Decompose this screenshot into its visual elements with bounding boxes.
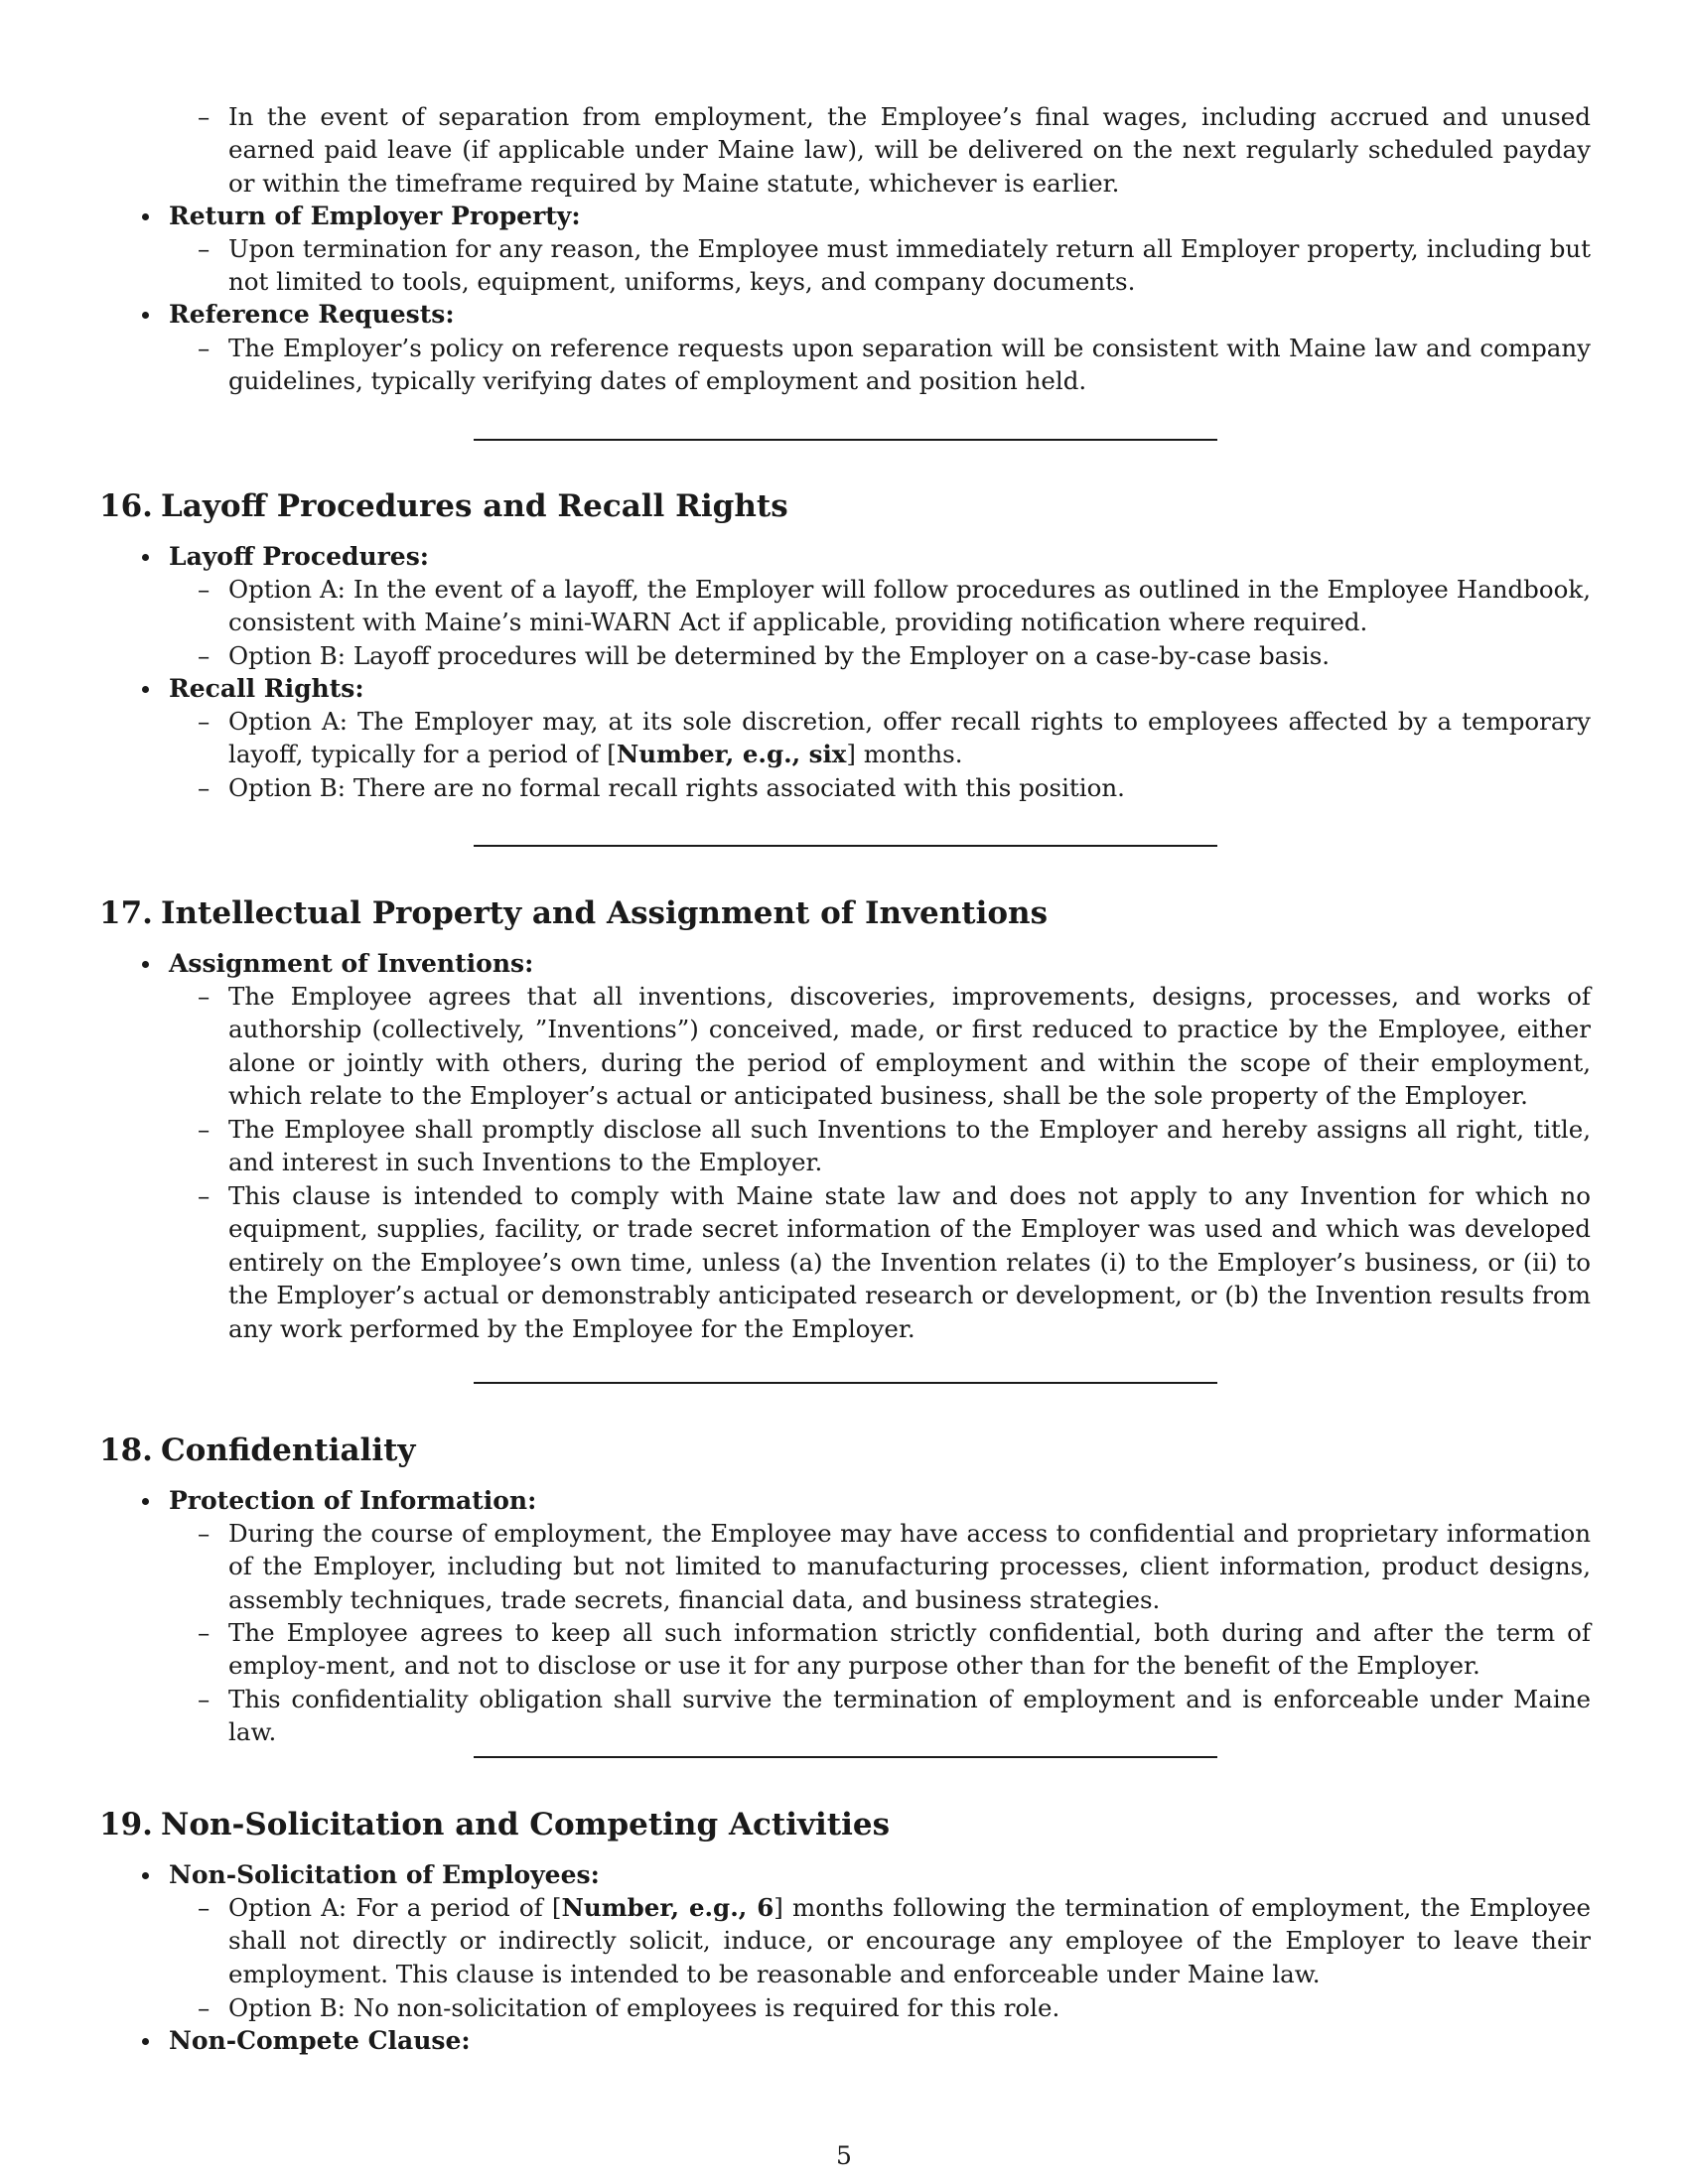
confidentiality-item-1: – During the course of employment, the Employee may have access to confidential and proprietary information of the Employer, including but not limited to manufacturing processes, client information, product designs, assembly techniques, trade secrets, financial data, and business strategies.	[228, 1517, 1591, 1616]
section-17-heading	[99, 895, 1048, 931]
section-18-heading	[99, 1433, 415, 1468]
section-19-heading	[99, 1807, 890, 1843]
section-title: Confidentiality	[161, 1433, 416, 1468]
non-solicitation-option-a: – Option A: For a period of [Number, e.g., 6] months following the termination of employment, the Employee shall not directly or indirectly solicit, induce, or encourage any employee of the Employer to leave their employment. This clause is intended to be reasonable and enforceable under Maine law.	[228, 1891, 1591, 1990]
section-number: 16.	[99, 488, 153, 524]
section-number: 19.	[99, 1807, 153, 1843]
reference-requests-item: – The Employer’s policy on reference requests upon separation will be consistent with Maine law and company guidelines, typically verifying dates of employment and position held.	[228, 332, 1591, 398]
return-property-item: – Upon termination for any reason, the Employee must immediately return all Employer property, including but not limited to tools, equipment, uniforms, keys, and company documents.	[228, 232, 1591, 299]
placeholder-months: Number, e.g., 6	[561, 1893, 774, 1922]
final-wages-item: – In the event of separation from employment, the Employee’s final wages, including accrued and unused earned paid leave (if applicable under Maine law), will be delivered on the next regularly scheduled payday or within the timeframe required by Maine statute, whichever is earlier.	[228, 100, 1591, 200]
return-property-heading: Return of Employer Property:	[169, 200, 1599, 232]
section-title: Intellectual Property and Assignment of Inventions	[161, 895, 1049, 931]
assignment-of-inventions-heading: Assignment of Inventions:	[169, 947, 1599, 980]
non-compete-heading: Non-Compete Clause:	[169, 2024, 1599, 2057]
layoff-option-a: – Option A: In the event of a layoff, the Employer will follow procedures as outlined in the Employee Handbook, consistent with Maine’s mini-WARN Act if applicable, providing notification where required.	[228, 573, 1591, 639]
non-solicitation-option-b: – Option B: No non-solicitation of employees is required for this role.	[228, 1991, 1591, 2024]
recall-option-b: – Option B: There are no formal recall rights associated with this position.	[228, 771, 1591, 804]
section-number: 18.	[99, 1433, 153, 1468]
layoff-procedures-heading: Layoff Procedures:	[169, 540, 1599, 573]
confidentiality-item-2: – The Employee agrees to keep all such information strictly confidential, both during and after the term of employ-ment, and not to disclose or use it for any purpose other than for the benefit of the Employer.	[228, 1616, 1591, 1683]
section-number: 17.	[99, 895, 153, 931]
placeholder-months: Number, e.g., six	[616, 740, 847, 769]
inventions-item-1: – The Employee agrees that all inventions, discoveries, improvements, designs, processes, and works of authorship (collectively, ”Inventions”) conceived, made, or first reduced to practice by the Employee, either alone or jointly with others, during the period of employment and within the scope of their employment, which relate to the Employer’s actual or anticipated business, shall be the sole property of the Employer.	[228, 980, 1591, 1113]
section-title: Non-Solicitation and Competing Activities	[161, 1807, 891, 1843]
section-divider	[474, 1756, 1217, 1758]
section-divider	[474, 1382, 1217, 1384]
layoff-option-b: – Option B: Layoff procedures will be determined by the Employer on a case-by-case basis.	[228, 639, 1591, 672]
confidentiality-item-3: – This confidentiality obligation shall survive the termination of employment and is enforceable under Maine law.	[228, 1683, 1591, 1749]
non-solicitation-heading: Non-Solicitation of Employees:	[169, 1858, 1599, 1891]
inventions-item-2: – The Employee shall promptly disclose all such Inventions to the Employer and hereby assigns all right, title, and interest in such Inventions to the Employer.	[228, 1113, 1591, 1179]
page-number: 5	[836, 2141, 852, 2170]
recall-rights-heading: Recall Rights:	[169, 672, 1599, 705]
section-16-heading	[99, 488, 788, 524]
protection-of-information-heading: Protection of Information:	[169, 1484, 1599, 1517]
inventions-item-3: – This clause is intended to comply with Maine state law and does not apply to any Invention for which no equipment, supplies, facility, or trade secret information of the Employer was used and which was developed entirely on the Employee’s own time, unless (a) the Invention relates (i) to the Employer’s business, or (ii) to the Employer’s actual or demonstrably anticipated research or development, or (b) the Invention results from any work performed by the Employee for the Employer.	[228, 1179, 1591, 1345]
section-title: Layoff Procedures and Recall Rights	[161, 488, 788, 524]
section-divider	[474, 845, 1217, 847]
recall-option-a: – Option A: The Employer may, at its sole discretion, offer recall rights to employees affected by a temporary layoff, typically for a period of [Number, e.g., six] months.	[228, 705, 1591, 771]
section-divider	[474, 439, 1217, 441]
reference-requests-heading: Reference Requests:	[169, 298, 1599, 331]
